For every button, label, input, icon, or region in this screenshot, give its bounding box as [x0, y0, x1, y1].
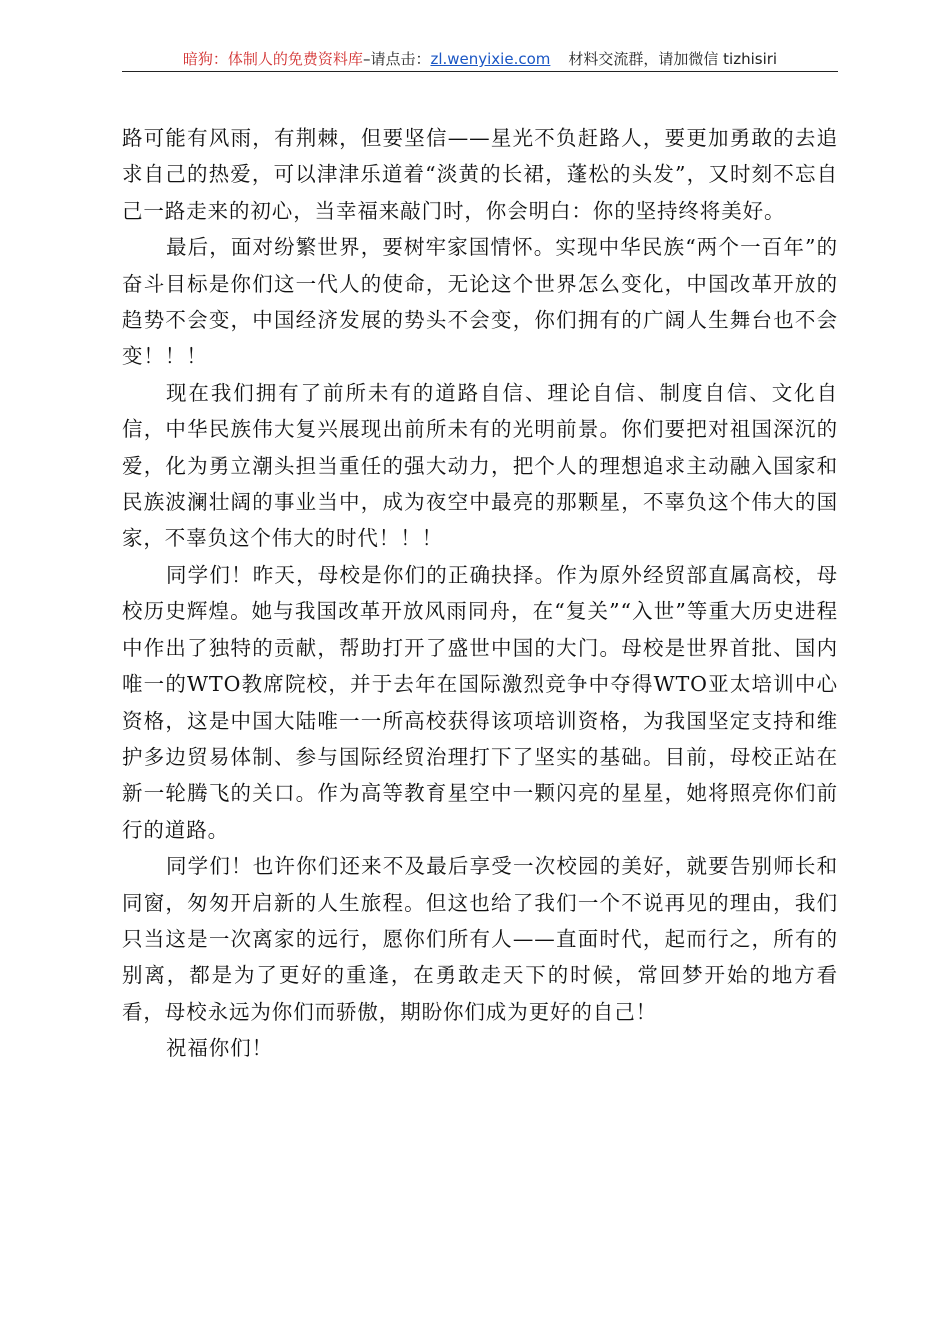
header-divider: [122, 71, 838, 72]
paragraph: 同学们！昨天，母校是你们的正确抉择。作为原外经贸部直属高校，母校历史辉煌。她与我国改革开放风雨同舟，在“复关”“入世”等重大历史进程中作出了独特的贡献，帮助打开了盛世中国的大门。母校是世界首批、国内唯一的WTO教席院校，并于去年在国际激烈竞争中夺得WTO亚太培训中心资格，这是中国大陆唯一一所高校获得该项培训资格，为我国坚定支持和维护多边贸易体制、参与国际经贸治理打下了坚实的基础。目前，母校正站在新一轮腾飞的关口。作为高等教育星空中一颗闪亮的星星，她将照亮你们前行的道路。: [122, 562, 838, 842]
paragraph: 现在我们拥有了前所未有的道路自信、理论自信、制度自信、文化自信，中华民族伟大复兴展现出前所未有的光明前景。你们要把对祖国深沉的爱，化为勇立潮头担当重任的强大动力，把个人的理想追求主动融入国家和民族波澜壮阔的事业当中，成为夜空中最亮的那颗星，不辜负这个伟大的国家，不辜负这个伟大的时代！！！: [122, 380, 838, 551]
header-prompt: –请点击：: [362, 50, 431, 68]
header-link[interactable]: zl.wenyixie.com: [430, 50, 551, 68]
document-body: [122, 120, 838, 1067]
paragraph: 最后，面对纷繁世界，要树牢家国情怀。实现中华民族“两个一百年”的奋斗目标是你们这一代人的使命，无论这个世界怎么变化，中国改革开放的趋势不会变，中国经济发展的势头不会变，你们拥有的广阔人生舞台也不会变！！！: [122, 235, 838, 369]
closing-line: 祝福你们！: [166, 1036, 273, 1061]
paragraph-continued: 路可能有风雨，有荆棘，但要坚信——星光不负赶路人，要更加勇敢的去追求自己的热爱，可以津津乐道着“淡黄的长裙，蓬松的头发”，又时刻不忘自己一路走来的初心，当幸福来敲门时，你会明白：你的坚持终将美好。: [122, 126, 838, 223]
paragraph: 同学们！也许你们还来不及最后享受一次校园的美好，就要告别师长和同窗，匆匆开启新的人生旅程。但这也给了我们一个不说再见的理由，我们只当这是一次离家的远行，愿你们所有人——直面时代，起而行之，所有的别离，都是为了更好的重逢，在勇敢走天下的时候，常回梦开始的地方看看，母校永远为你们而骄傲，期盼你们成为更好的自己！: [122, 854, 838, 1024]
header-brand: 暗狗：体制人的免费资料库: [182, 50, 363, 68]
page-header: [122, 48, 838, 70]
header-contact: 材料交流群，请加微信 tizhisiri: [568, 50, 778, 68]
